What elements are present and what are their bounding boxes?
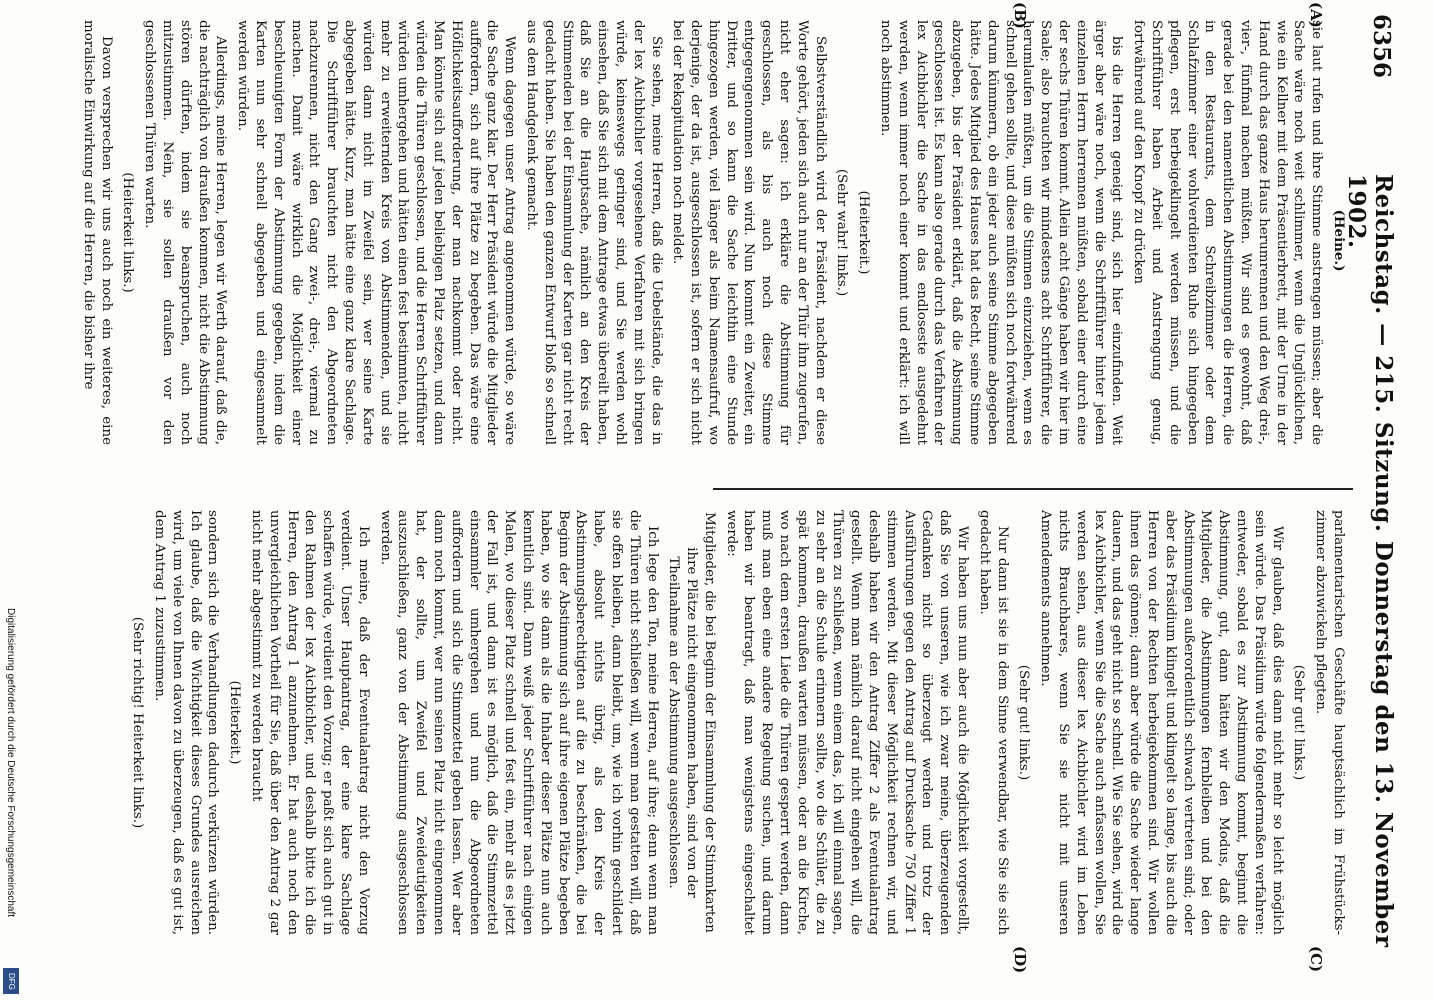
quoted-amendment: Mitglieder, die bei Beginn der Einsammlung der Stimmkarten ihre Plätze nicht eingenommen haben, sind von der Theilnahme an der Abstimmung ausgeschlossen. xyxy=(666,512,717,933)
paragraph: Allerdings, meine Herren, legen wir Werth darauf, daß die, die nachträglich von draußen kommen, nicht die Abstimmung stören dürften, indem sie beanspruchen, auch noch mitzustimmen. Nein, sie sollen draußen vor den geschlossenen Thüren warten. xyxy=(142,20,229,445)
digitization-credit xyxy=(1,608,21,998)
left-column xyxy=(75,20,1347,445)
credit-text: Digitalisierung gefördert durch die Deutsche Forschungsgemeinschaft xyxy=(5,608,16,918)
interjection: (Heiterkeit.) xyxy=(227,680,243,765)
paragraph: Wenn dagegen unser Antrag angenommen würde, so wäre die Sache ganz klar. Der Herr Präsident würde die Mitglieder auffordern, sich auf ihre Plätze zu begeben. Das wäre eine Höflichkeitsaufforderung, der man nachkommt oder nicht. Man könnte sich auf jeden beliebigen Platz setzen, und dann würden die Thüren geschlossen, und die Herren Schriftführer würden umhergehen und hätten einen fest bestimmten, nicht mehr zu erweiternden Kreis von Abstimmenden, und sie würden dann nicht im Zweifel sein, wer seine Karte abgegeben hätte. Kurz, man hätte eine ganz klare Sachlage. Die Schriftführer brauchten nicht den Abgeordneten nachzurennen, nicht den Gang zwei-, drei-, viermal zu machen. Damit wäre wirklich die Möglichkeit einer beschleunigten Form der Abstimmung gegeben, indem die Karten nun sehr schnell abgegeben und eingesammelt werden würden. xyxy=(235,20,518,445)
running-title: Reichstag. — 215. Sitzung. Donnerstag den 13. November 1902. xyxy=(1343,174,1397,948)
page-header xyxy=(1343,14,1399,984)
interjection: (Heiterkeit.) xyxy=(856,190,872,275)
paragraph: Nur dann ist sie in dem Sinne verwendbar, wie Sie sie sich gedacht haben. xyxy=(976,510,1010,935)
rotated-newspaper-page xyxy=(17,0,1417,1000)
paragraph: parlamentarischen Geschäfte hauptsächlich im Frühstücks- zimmer abzuwickeln pflegten. xyxy=(1313,510,1346,935)
paragraph: sondern sich die Verhandlungen dadurch verkürzen würden. Ich glaube, daß die Wichtigkeit dieses Grundes ausreichen wird, um viele von Ihnen davon zu überzeugen, daß es gut ist, dem Antrag 1 zuzustimmen. xyxy=(152,510,221,935)
margin-marker-c: (C) xyxy=(1307,946,1325,973)
interjection: (Sehr gut! links.) xyxy=(1016,664,1032,781)
paragraph: Ich meine, daß der Eventualantrag nicht den Vorzug verdient. Unser Hauptantrag, der eine klare Sachlage schaffen würde, verdient den Vorzug; er paßt sich auch gut in den Rahmen der lex Aichbichler, und deshalb bitte ich die Herren, den Antrag 1 anzunehmen. Er hat auch noch den unvergleichlichen Vortheil für Sie, daß über den Antrag 2 gar nicht mehr abgestimmt zu werden braucht xyxy=(248,510,371,935)
page-number: 6356 xyxy=(1368,14,1395,79)
interjection: (Sehr gut! links.) xyxy=(1291,664,1307,781)
speaker-name: (Heine.) xyxy=(1331,209,1347,272)
paragraph: Wir glauben, daß dies dann nicht mehr so leicht möglich sein würde. Das Präsidium würde folgendermaßen verfahren: entweder, sobald es zur Abstimmung kommt, beginnt die Abstimmung, gut, dann hätten wir den Modus, daß die Mitglieder, die Abstimmungen fernbleiben und bei den Abstimmungen außerordentlich schwach vertreten sind; oder aber das Präsidium klingelt und klingelt so lange, bis auch die Herren von der Rechten herbeigekommen sind. Wir wollen ihnen das gönnen; dann aber würde die Sache wieder lange dauern, und das geht nicht so schnell. Wie Sie sehen, wird die lex Aichbichler, wenn Sie die Sache auch anfassen wollen, Sie werden sehen, aus dieser lex Aichbichler wird im Leben nichts Brauchbares, wenn Sie sie nicht mit unseren Amendements annehmen. xyxy=(1038,510,1285,935)
margin-marker-d: (D) xyxy=(1011,946,1029,974)
interjection: (Sehr wahr! links.) xyxy=(834,168,850,297)
paragraph: Wir haben uns nun aber auch die Möglichkeit vorgestellt, daß Sie von unseren, wie ich zwar meine, überzeugenden Gedanken nicht so überzeugt werden und trotz der Ausführungen gegen den Antrag auf Drucksache 750 Ziffer 1 stimmen werden. Mit dieser Möglichkeit rechnen wir, und deshalb haben wir den Antrag Ziffer 2 als Eventualantrag gestellt. Wenn man nämlich darauf nicht eingehen will, die Thüren zu schließen, wenn einem das, ich will einmal sagen, zu sehr an die Schule erinnern sollte, wo die Schüler, die zu spät kommen, draußen warten müssen, oder an die Kirche, wo nach dem ersten Liede die Thüren gesperrt werden, dann muß man eben eine andere Regelung suchen, und darum haben wir beantragt, daß man wenigstens eingeschaltet werde: xyxy=(723,510,971,935)
paragraph: Ich lege den Ton, meine Herren, auf ihre; denn wenn man die Thüren nicht schließen will, wenn man gestatten will, daß sie offen bleiben, dann bleibt, um, wie ich vorhin geschildert habe, absolut nichts übrig, als den Kreis der Abstimmungsberechtigten auf die zu beschränken, die bei Beginn der Abstimmung sich auf ihre eigenen Plätze begeben haben, wo sie dann als die Inhaber dieser Plätze nun auch kenntlich sind. Dann weiß jeder Schriftführer nach einigen Malen, wo dieser Platz schnell und fest ein, mehr als es jetzt der Fall ist, und dann ist es möglich, daß die Stimmzettel einsammler umhergehen und nun die Abgeordneten auffordern und sich die Stimmzettel geben lassen. Wer aber dann noch kommt, wer nun seinen Platz nicht eingenommen hat, der sollte, um Zweifel und Zweideutigkeiten auszuschließen, ganz von der Abstimmung ausgeschlossen werden. xyxy=(377,510,660,935)
margin-marker-a: (A) xyxy=(1307,2,1325,28)
paragraph: Sie sehen, meine Herren, daß die Uebelstände, die das in der lex Aichbichler vorgesehene Verfahren mit sich bringen würde, keineswegs geringer sind, und Sie werden wohl einsehen, daß Sie sich mit dem Antrage etwas übereilt haben, daß Sie an die Hauptsache, nämlich an den Kreis der Stimmenden bei der Einsammlung der Karten gar nicht recht gedacht haben. Sie haben den ganzen Entwurf bloß so schnell aus dem Handgelenk gemacht. xyxy=(523,20,664,445)
paragraph: sie laut rufen und ihre Stimme anstrengen müssen; aber die Sache wäre noch weit schlimmer, wenn die Unglücklichen, wie ein Kellner mit dem Präsentierbrett, mit der Urne in der Hand durch das ganze Haus herumrennen und den Weg drei-, vier-, fünfmal machen müßten. Wir sind es gewohnt, daß gerade bei den namentlichen Abstimmungen die Herren, die in den Restaurants, dem Schreibzimmer oder dem Schlafzimmer einer wohlverdienten Ruhe sich hingegeben pflegen, erst herbeigeklingelt werden müssen, und die Schriftführer haben Arbeit und Anstrengung genug, fortwährend auf den Knopf zu drücken xyxy=(1131,20,1325,445)
interjection: (Heiterkeit links.) xyxy=(120,172,136,293)
right-column xyxy=(124,510,1347,935)
paragraph: Davon versprechen wir uns auch noch ein weiteres, eine moralische Einwirkung auf die Herren, die bisher ihre xyxy=(80,20,114,445)
interjection: (Sehr richtig! Heiterkeit links.) xyxy=(130,616,146,829)
paragraph: bis die Herren geneigt sind, sich hier einzufinden. Weit ärger aber wäre noch, wenn die Schriftführer hinter jedem einzelnen Herrn herrennen müßten, sobald einer durch eine der sechs Thüren kommt. Allein acht Gänge haben wir hier im Saale; also brauchten wir mindestens acht Schriftführer, die herumlaufen müßten, um die Stimmen einzuziehen, wenn es schnell gehen sollte, und diese müßten sich noch fortwährend darum kümmern, ob ein jeder auch seine Stimme abgegeben hätte. Jedes Mitglied des Hauses hat das Recht, seine Stimme abzugeben, bis der Präsident erklärt, daß die Abstimmung geschlossen ist. Es kann also gerade durch das Verfahren der lex Aichbichler die Sache in das endloseste ausgedehnt werden, wenn immer noch einer kommt und erklärt: ich will noch abstimmen. xyxy=(878,20,1125,445)
margin-marker-b: (B) xyxy=(1011,2,1029,29)
dfg-logo-icon: DFG xyxy=(3,968,19,994)
paragraph: Selbstverständlich wird der Präsident, nachdem er diese Worte gehört, jeden sich auch nur an der Thür ihm zugerufen, nicht eher sagen: ich erkläre die Abstimmung für geschlossen, als bis auch noch diese Stimme entgegengenommen sein wird. Nun kommt ein Zweiter, ein Dritter, und so kann die Sache leichthin eine Stunde hingezogen werden, viel länger als beim Namensaufruf, wo derjenige, der da ist, ausgeschlossen ist, sofern er sich nicht bei der Rekapitulation noch meldet. xyxy=(670,20,828,445)
column-divider xyxy=(713,488,1353,490)
